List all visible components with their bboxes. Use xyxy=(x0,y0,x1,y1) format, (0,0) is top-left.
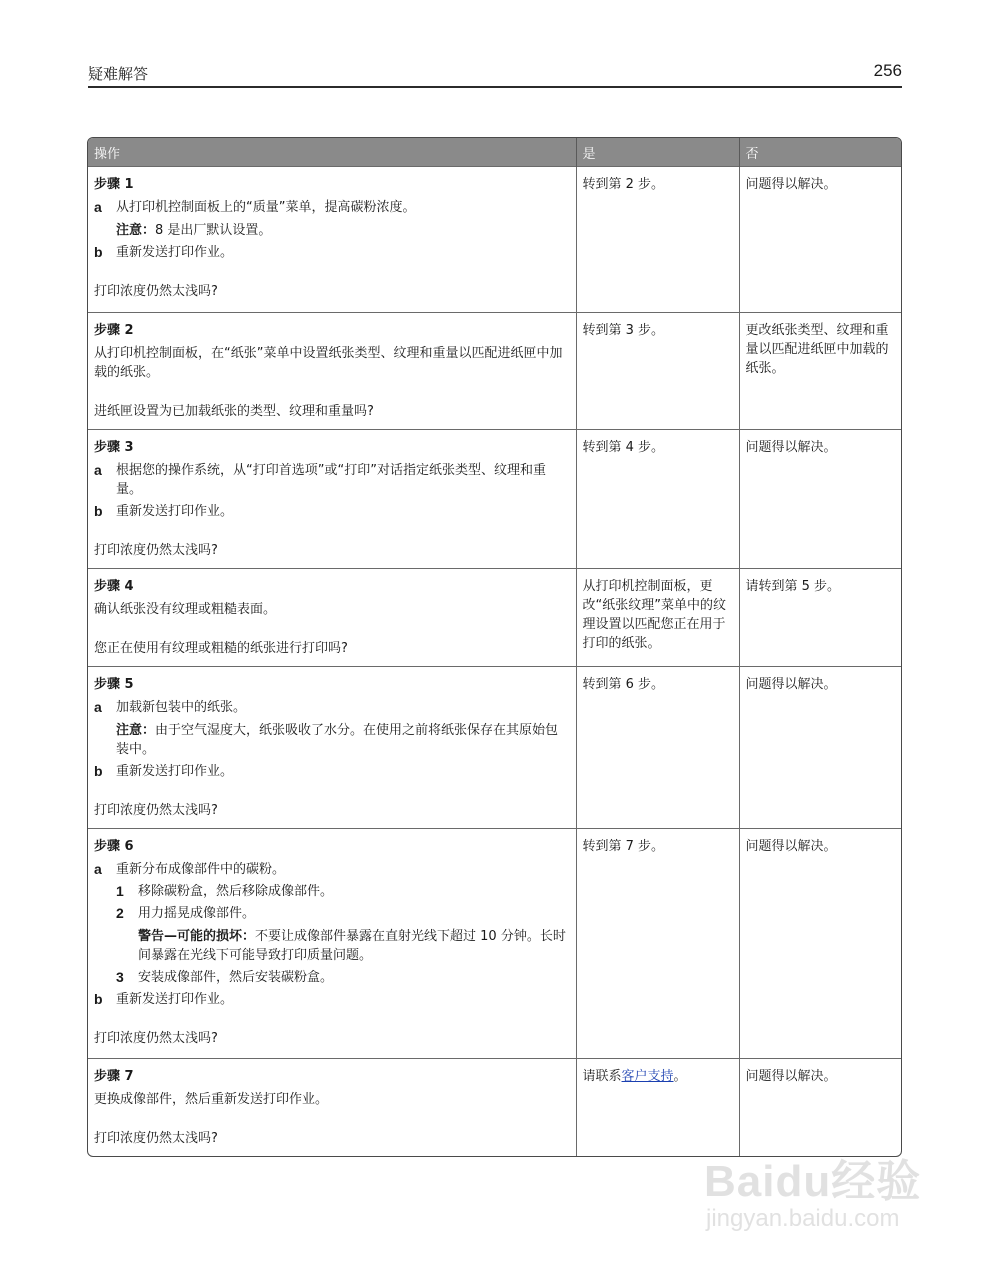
item-text: 重新发送打印作业。 xyxy=(116,245,234,260)
yes-cell: 转到第 2 步。 xyxy=(576,167,739,313)
watermark-logo: Baidu经验 xyxy=(704,1157,922,1206)
step-title: 步骤 5 xyxy=(94,677,134,692)
step-question: 打印浓度仍然太浅吗? xyxy=(94,543,218,558)
step-title: 步骤 7 xyxy=(94,1069,134,1084)
action-cell xyxy=(88,667,576,829)
page-header xyxy=(88,62,902,88)
step-question: 您正在使用有纹理或粗糙的纸张进行打印吗? xyxy=(94,641,348,656)
step-question: 进纸匣设置为已加载纸张的类型、纹理和重量吗? xyxy=(94,404,374,419)
item-label: 3 xyxy=(116,969,124,985)
list-item xyxy=(94,990,570,1009)
no-cell: 问题得以解决。 xyxy=(739,430,901,569)
action-cell xyxy=(88,569,576,667)
note-label: 注意： xyxy=(116,223,156,238)
sub-list-item xyxy=(116,882,570,901)
table-row xyxy=(88,569,901,667)
item-label: b xyxy=(94,503,103,519)
item-text: 移除碳粉盒，然后移除成像部件。 xyxy=(138,884,334,899)
table-row xyxy=(88,430,901,569)
note-label: 注意： xyxy=(116,723,156,738)
item-label: a xyxy=(94,699,102,715)
note-text: 由于空气湿度大，纸张吸收了水分。在使用之前将纸张保存在其原始包装中。 xyxy=(116,723,559,757)
warning-note xyxy=(138,927,570,965)
table-row xyxy=(88,313,901,430)
item-label: b xyxy=(94,763,103,779)
list-item xyxy=(94,762,570,781)
header-title: 疑难解答 xyxy=(88,65,149,83)
table-row xyxy=(88,829,901,1059)
item-text: 重新发送打印作业。 xyxy=(116,764,234,779)
column-header-action: 操作 xyxy=(88,138,576,167)
action-cell xyxy=(88,1059,576,1157)
no-cell: 问题得以解决。 xyxy=(739,167,901,313)
list-item xyxy=(94,198,570,217)
step-title: 步骤 2 xyxy=(94,323,134,338)
no-cell: 请转到第 5 步。 xyxy=(739,569,901,667)
table-row xyxy=(88,667,901,829)
item-label: a xyxy=(94,199,102,215)
table-row xyxy=(88,167,901,313)
no-cell: 问题得以解决。 xyxy=(739,667,901,829)
sub-list-item xyxy=(116,968,570,987)
table-header-row xyxy=(88,138,901,167)
baidu-watermark xyxy=(700,1145,940,1265)
item-text: 重新发送打印作业。 xyxy=(116,992,234,1007)
customer-support-link[interactable]: 客户支持 xyxy=(621,1069,674,1084)
item-label: 2 xyxy=(116,905,124,921)
warning-text: 不要让成像部件暴露在直射光线下超过 10 分钟。长时间暴露在光线下可能导致打印质量问题。 xyxy=(138,929,566,963)
note-text: 8 是出厂默认设置。 xyxy=(155,223,272,238)
yes-suffix: 。 xyxy=(673,1069,687,1084)
item-label: a xyxy=(94,462,102,478)
column-header-no: 否 xyxy=(739,138,901,167)
item-label: b xyxy=(94,244,103,260)
item-text: 重新分布成像部件中的碳粉。 xyxy=(116,862,286,877)
yes-cell: 转到第 3 步。 xyxy=(576,313,739,430)
table-row xyxy=(88,1059,901,1157)
page-number: 256 xyxy=(873,61,902,80)
yes-cell: 从打印机控制面板，更改“纸张纹理”菜单中的纹理设置以匹配您正在用于打印的纸张。 xyxy=(576,569,739,667)
troubleshooting-table xyxy=(87,137,902,1157)
list-item xyxy=(94,698,570,717)
yes-cell: 转到第 4 步。 xyxy=(576,430,739,569)
item-text: 从打印机控制面板上的“质量”菜单，提高碳粉浓度。 xyxy=(116,200,416,215)
item-text: 加载新包装中的纸张。 xyxy=(116,700,247,715)
watermark-url: jingyan.baidu.com xyxy=(706,1205,900,1232)
column-header-yes: 是 xyxy=(576,138,739,167)
action-cell xyxy=(88,313,576,430)
item-label: 1 xyxy=(116,883,124,899)
yes-cell xyxy=(576,1059,739,1157)
step-body: 从打印机控制面板，在“纸张”菜单中设置纸张类型、纹理和重量以匹配进纸匣中加载的纸张。 xyxy=(94,346,563,380)
step-title: 步骤 3 xyxy=(94,440,134,455)
yes-cell: 转到第 6 步。 xyxy=(576,667,739,829)
list-item xyxy=(94,461,570,499)
no-cell: 问题得以解决。 xyxy=(739,1059,901,1157)
step-question: 打印浓度仍然太浅吗? xyxy=(94,1031,218,1046)
note xyxy=(116,721,570,759)
item-label: b xyxy=(94,991,103,1007)
list-item xyxy=(94,860,570,879)
no-cell: 更改纸张类型、纹理和重量以匹配进纸匣中加载的纸张。 xyxy=(739,313,901,430)
item-text: 根据您的操作系统，从“打印首选项”或“打印”对话指定纸张类型、纹理和重量。 xyxy=(116,463,546,497)
note xyxy=(116,221,570,240)
yes-prefix: 请联系 xyxy=(582,1069,622,1084)
step-title: 步骤 1 xyxy=(94,177,134,192)
step-title: 步骤 4 xyxy=(94,579,134,594)
item-label: a xyxy=(94,861,102,877)
step-body: 确认纸张没有纹理或粗糙表面。 xyxy=(94,602,277,617)
step-question: 打印浓度仍然太浅吗? xyxy=(94,803,218,818)
warning-label: 警告—可能的损坏： xyxy=(138,929,256,944)
list-item xyxy=(94,243,570,262)
no-cell: 问题得以解决。 xyxy=(739,829,901,1059)
list-item xyxy=(94,502,570,521)
action-cell xyxy=(88,430,576,569)
step-question: 打印浓度仍然太浅吗? xyxy=(94,1131,218,1146)
yes-cell: 转到第 7 步。 xyxy=(576,829,739,1059)
item-text: 用力摇晃成像部件。 xyxy=(138,906,256,921)
step-title: 步骤 6 xyxy=(94,839,134,854)
step-question: 打印浓度仍然太浅吗? xyxy=(94,284,218,299)
item-text: 安装成像部件，然后安装碳粉盒。 xyxy=(138,970,334,985)
sub-list-item xyxy=(116,904,570,923)
action-cell xyxy=(88,829,576,1059)
step-body: 更换成像部件，然后重新发送打印作业。 xyxy=(94,1092,329,1107)
item-text: 重新发送打印作业。 xyxy=(116,504,234,519)
action-cell xyxy=(88,167,576,313)
